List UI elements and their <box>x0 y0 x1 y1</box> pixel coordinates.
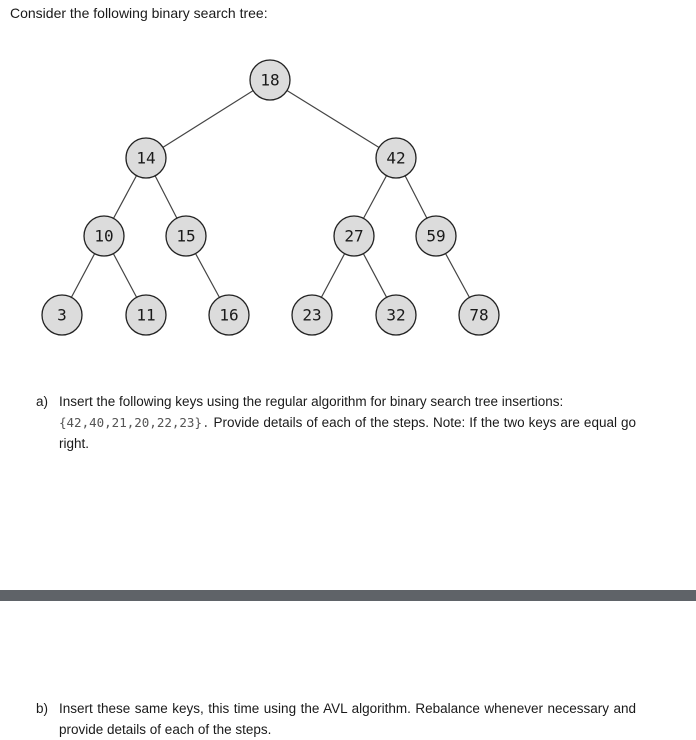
tree-node-11 <box>126 295 166 335</box>
tree-node-14 <box>126 138 166 178</box>
tree-node-27 <box>334 216 374 256</box>
question-a-text: Insert the following keys using the regular algorithm for binary search tree insertions: <box>59 394 564 409</box>
tree-node-15 <box>166 216 206 256</box>
question-b <box>36 698 636 740</box>
question-a-body <box>59 391 636 454</box>
tree-node-label: 78 <box>469 305 489 325</box>
question-b-label: b) <box>36 701 49 716</box>
tree-node-label: 10 <box>94 226 114 246</box>
tree-node-label: 18 <box>260 70 280 90</box>
page-divider <box>0 590 696 601</box>
tree-edge-18-42 <box>270 80 396 158</box>
tree-node-32 <box>376 295 416 335</box>
tree-node-78 <box>459 295 499 335</box>
tree-node-label: 15 <box>176 226 196 246</box>
tree-node-label: 27 <box>344 226 364 246</box>
tree-node-59 <box>416 216 456 256</box>
tree-node-label: 14 <box>136 148 156 168</box>
question-a <box>36 391 636 454</box>
intro-text: Consider the following binary search tree: <box>10 5 268 21</box>
tree-edge-18-14 <box>146 80 270 158</box>
binary-search-tree <box>0 0 696 360</box>
tree-node-42 <box>376 138 416 178</box>
tree-node-label: 16 <box>219 305 239 325</box>
tree-node-3 <box>42 295 82 335</box>
tree-node-label: 11 <box>136 305 156 325</box>
tree-node-label: 23 <box>302 305 322 325</box>
question-a-keys: {42,40,21,20,22,23}. <box>59 415 210 430</box>
question-b-text: Insert these same keys, this time using the AVL algorithm. Rebalance whenever necessary and provide details of each of the steps. <box>59 701 636 737</box>
tree-node-23 <box>292 295 332 335</box>
tree-node-label: 32 <box>386 305 406 325</box>
tree-node-label: 59 <box>426 226 446 246</box>
tree-node-18 <box>250 60 290 100</box>
tree-node-10 <box>84 216 124 256</box>
tree-node-label: 3 <box>57 305 67 325</box>
tree-node-label: 42 <box>386 148 406 168</box>
question-a-label: a) <box>36 394 49 409</box>
question-a-text-2: Provide details of each of the steps. Note: If the two keys are equal go right. <box>59 415 636 451</box>
tree-node-16 <box>209 295 249 335</box>
